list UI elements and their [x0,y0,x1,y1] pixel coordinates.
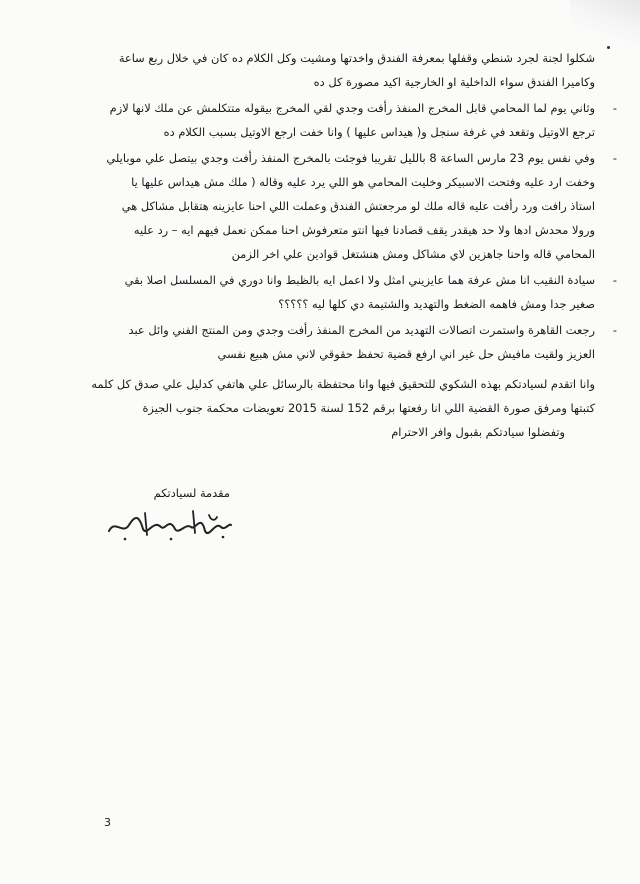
text-line: وروﻻ محدش ادها ولا حد هيقدر يقف قصادنا فيها انتو متعرفوش احنا ممكن نعمل فيهم ايه – رد عليه [133,223,595,237]
text-line: ترجع الاوتيل وتقعد في غرفة سنجل و( هيداس عليها ) وانا خفت ارجع الاوتيل بسبب الكلام ده [163,125,595,139]
paragraph-4 [40,268,595,316]
paragraph-1 [40,46,595,94]
text-line: وفي نفس يوم 23 مارس الساعة 8 بالليل تقريبا فوجئت بالمخرج المنفذ رأفت وجدي بيتصل علي موبايلي [106,151,595,165]
signoff-label: مقدمة لسيادتكم [153,486,230,500]
paragraph-6 [40,372,595,444]
handwritten-signature [105,505,235,549]
text-line: وثاني يوم لما المحامي قابل المخرج المنفذ رأفت وجدي لقي المخرج بيقوله متتكلمش عن ملك لانها لازم [109,101,595,115]
text-line: العزيز ولقيت مافيش حل غير اني ارفع قضية تحفظ حقوقي لاني مش هبيع نفسي [217,347,595,361]
scan-speck [607,46,610,49]
letter-body [40,46,595,446]
text-line: شكلوا لجنة لجرد شنطي وقفلها بمعرفة الفندق واخدتها ومشيت وكل الكلام ده كان في خلال ربع ساعة [118,51,595,65]
page-number: 3 [104,816,111,829]
regards-line: وتفضلوا سيادتكم بقبول وافر الاحترام [391,425,565,439]
text-line: رجعت القاهرة واستمرت اتصالات التهديد من المخرج المنفذ رأفت وجدي ومن المنتج الفني وائل عبد [128,323,595,337]
page-corner-fold [570,0,640,50]
paragraph-2 [40,96,595,144]
text-line: وخفت ارد عليه وفتحت الاسبيكر وخليت المحامي هو اللي يرد عليه وقاله ( ملك مش هيداس عليها يا [131,175,595,189]
text-line: سيادة النقيب انا مش عرفة هما عايزيني امثل ولا اعمل ايه بالظبط وانا دوري في المسلسل اصلا بقي [124,273,595,287]
text-line: كتبتها ومرفق صورة القضية اللي انا رفعتها برقم 152 لسنة 2015 تعويضات محكمة جنوب الجيزة [142,401,595,415]
text-line: صغير جدا ومش فاهمه الضغط والتهديد والشتيمة دي كلها ليه ؟؟؟؟؟ [278,297,595,311]
paragraph-5 [40,318,595,366]
paragraph-3 [40,146,595,266]
text-line: وكاميرا الفندق سواء الداخلية او الخارجية اكيد مصورة كل ده [313,75,595,89]
text-line: وانا اتقدم لسيادتكم بهذه الشكوي للتحقيق فيها وانا محتفظة بالرسائل علي هاتفي كدليل علي صدق كل كلمه [91,377,595,391]
text-line: استاذ رافت ورد رأفت عليه قاله ملك لو مرجعتش الفندق وعملت اللي احنا عايزينه هتقابل مشاكل هي [121,199,595,213]
text-line: المحامي قاله واحنا جاهزين لاي مشاكل ومش هنشتغل قوادين علي اخر الزمن [231,247,595,261]
signature-graphic [105,505,235,545]
